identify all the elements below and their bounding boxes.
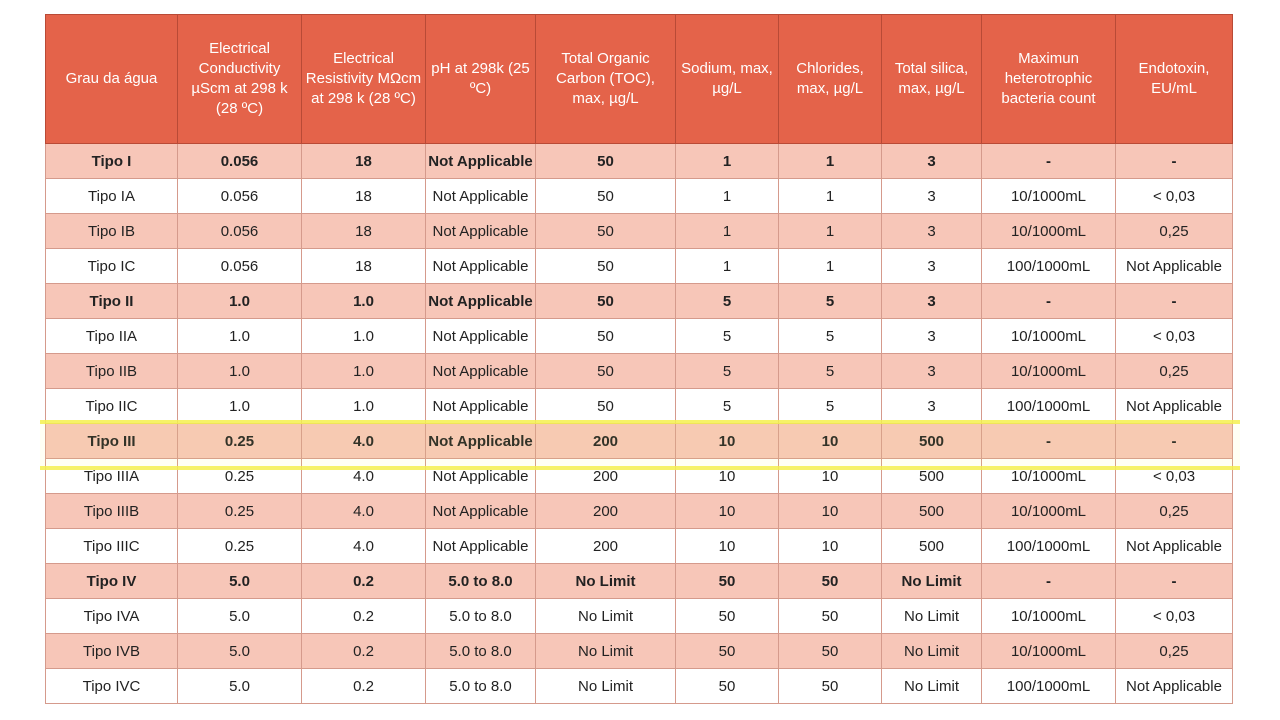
table-cell: 100/1000mL [982,249,1116,284]
table-row [46,284,1233,319]
table-cell: - [1116,424,1233,459]
table-cell: 0.056 [178,144,302,179]
table-cell: 50 [676,564,779,599]
header-cell: Total Organic Carbon (TOC), max, µg/L [536,15,676,144]
table-cell: - [982,424,1116,459]
header-cell: Endotoxin, EU/mL [1116,15,1233,144]
table-cell: 50 [536,389,676,424]
table-cell: 5 [676,319,779,354]
table-cell: Not Applicable [426,494,536,529]
table-row [46,179,1233,214]
table-cell: - [1116,564,1233,599]
table-cell: 5 [676,354,779,389]
table-cell: 0.25 [178,494,302,529]
table-cell: 50 [676,599,779,634]
table-cell: 1 [779,214,882,249]
table-cell: < 0,03 [1116,599,1233,634]
table-cell: 10/1000mL [982,319,1116,354]
table-cell: 500 [882,424,982,459]
table-cell: 5.0 to 8.0 [426,599,536,634]
table-cell: Not Applicable [1116,249,1233,284]
table-cell: 1.0 [302,389,426,424]
table-cell: 3 [882,249,982,284]
table-row [46,249,1233,284]
table-cell: 10/1000mL [982,599,1116,634]
table-cell: 1.0 [302,319,426,354]
table-cell: - [982,284,1116,319]
table-cell: 10 [676,529,779,564]
table-cell: 4.0 [302,529,426,564]
table-cell: 10/1000mL [982,459,1116,494]
table-cell: 5.0 to 8.0 [426,564,536,599]
table-cell: Tipo IVC [46,669,178,704]
table-cell: 1 [676,144,779,179]
table-cell: 1 [779,179,882,214]
table-cell: 10 [779,459,882,494]
table-cell: Not Applicable [1116,389,1233,424]
table-cell: 5 [779,284,882,319]
table-cell: No Limit [536,634,676,669]
table-row [46,214,1233,249]
table-cell: 3 [882,284,982,319]
table-cell: 200 [536,529,676,564]
table-cell: 0.25 [178,459,302,494]
header-cell: Chlorides, max, µg/L [779,15,882,144]
table-cell: - [1116,284,1233,319]
table-cell: - [1116,144,1233,179]
table-cell: Tipo IC [46,249,178,284]
table-cell: 0.2 [302,599,426,634]
table-row [46,424,1233,459]
table-cell: < 0,03 [1116,319,1233,354]
table-cell: 3 [882,179,982,214]
water-grade-table [45,14,1233,704]
table-cell: 100/1000mL [982,389,1116,424]
table-cell: Tipo IV [46,564,178,599]
table-cell: Not Applicable [426,249,536,284]
table-cell: No Limit [882,669,982,704]
table-cell: 1.0 [178,389,302,424]
table-cell: 3 [882,389,982,424]
table-cell: 5 [779,389,882,424]
table-body [46,144,1233,704]
table-cell: 0.25 [178,529,302,564]
table-cell: 4.0 [302,459,426,494]
table-cell: 0,25 [1116,214,1233,249]
table-cell: 50 [779,634,882,669]
table-cell: 1.0 [178,354,302,389]
table-cell: 5.0 [178,599,302,634]
table-cell: 50 [536,249,676,284]
table-cell: 10 [676,424,779,459]
table-cell: 1.0 [302,354,426,389]
table-cell: Not Applicable [1116,529,1233,564]
table-cell: 5 [779,319,882,354]
table-cell: 5 [676,389,779,424]
table-cell: No Limit [536,599,676,634]
table-cell: 200 [536,424,676,459]
table-cell: Tipo III [46,424,178,459]
table-cell: 0,25 [1116,634,1233,669]
table-cell: 3 [882,354,982,389]
table-cell: 18 [302,179,426,214]
table-cell: 10 [779,494,882,529]
table-cell: 500 [882,459,982,494]
header-row [46,15,1233,144]
table-cell: Not Applicable [426,424,536,459]
table-cell: 0,25 [1116,354,1233,389]
table-cell: Not Applicable [426,529,536,564]
table-cell: 100/1000mL [982,669,1116,704]
table-row [46,634,1233,669]
table-cell: 10 [676,494,779,529]
table-cell: 10/1000mL [982,634,1116,669]
table-cell: Tipo II [46,284,178,319]
table-cell: Not Applicable [1116,669,1233,704]
table-cell: 18 [302,249,426,284]
table-cell: 50 [779,564,882,599]
table-cell: 3 [882,319,982,354]
table-cell: 10 [779,529,882,564]
table-cell: < 0,03 [1116,459,1233,494]
table-cell: No Limit [882,564,982,599]
table-cell: 50 [536,319,676,354]
table-cell: 10/1000mL [982,214,1116,249]
table-cell: Tipo IVB [46,634,178,669]
table-cell: 1 [676,214,779,249]
header-cell: Electrical Resistivity MΩcm at 298 k (28 ºC) [302,15,426,144]
table-cell: No Limit [536,669,676,704]
table-cell: 50 [536,144,676,179]
table-cell: 10/1000mL [982,179,1116,214]
table-cell: Not Applicable [426,389,536,424]
table-cell: 500 [882,529,982,564]
table-cell: 100/1000mL [982,529,1116,564]
table-cell: 10/1000mL [982,354,1116,389]
table-cell: 0.2 [302,564,426,599]
table-cell: No Limit [882,634,982,669]
table-cell: 50 [676,669,779,704]
header-cell: Sodium, max, µg/L [676,15,779,144]
table-cell: 5 [779,354,882,389]
table-cell: 50 [536,354,676,389]
table-cell: 200 [536,459,676,494]
table-cell: 50 [779,599,882,634]
table-cell: 50 [536,179,676,214]
table-cell: Tipo IIIB [46,494,178,529]
table-cell: Tipo I [46,144,178,179]
table-cell: 500 [882,494,982,529]
table-row [46,529,1233,564]
table-cell: 0.2 [302,634,426,669]
table-cell: 1 [779,249,882,284]
table-cell: 0.25 [178,424,302,459]
table-cell: 1.0 [178,319,302,354]
table-cell: - [982,144,1116,179]
table-cell: 10 [779,424,882,459]
table-cell: No Limit [882,599,982,634]
table-cell: - [982,564,1116,599]
table-row [46,494,1233,529]
table-cell: 50 [779,669,882,704]
table-cell: Not Applicable [426,179,536,214]
table-cell: Tipo IIB [46,354,178,389]
table-cell: 5 [676,284,779,319]
table-row [46,599,1233,634]
table-cell: Not Applicable [426,144,536,179]
table-row [46,354,1233,389]
table-cell: 4.0 [302,424,426,459]
table-cell: 0,25 [1116,494,1233,529]
table-cell: 200 [536,494,676,529]
table-cell: Not Applicable [426,354,536,389]
table-cell: 50 [536,214,676,249]
table-row [46,669,1233,704]
table-cell: 3 [882,144,982,179]
table-cell: 0.056 [178,179,302,214]
table-cell: Not Applicable [426,214,536,249]
header-cell: Total silica, max, µg/L [882,15,982,144]
table-cell: 18 [302,214,426,249]
table-cell: 3 [882,214,982,249]
table-cell: 5.0 [178,564,302,599]
table-cell: Tipo IB [46,214,178,249]
table-cell: No Limit [536,564,676,599]
table-cell: 0.2 [302,669,426,704]
header-cell: Electrical Conductivity µScm at 298 k (28 ºC) [178,15,302,144]
table-cell: 10/1000mL [982,494,1116,529]
water-grade-table-container [45,14,1232,704]
table-row [46,459,1233,494]
table-cell: Tipo IIIA [46,459,178,494]
table-cell: 0.056 [178,249,302,284]
table-row [46,319,1233,354]
table-cell: Not Applicable [426,459,536,494]
table-cell: 1 [676,179,779,214]
table-cell: Tipo IIA [46,319,178,354]
table-cell: 5.0 to 8.0 [426,634,536,669]
table-cell: < 0,03 [1116,179,1233,214]
table-cell: 5.0 [178,669,302,704]
table-cell: 5.0 [178,634,302,669]
table-cell: 18 [302,144,426,179]
table-cell: 5.0 to 8.0 [426,669,536,704]
table-cell: Tipo IIIC [46,529,178,564]
table-row [46,389,1233,424]
table-cell: 50 [676,634,779,669]
table-cell: 50 [536,284,676,319]
table-cell: 10 [676,459,779,494]
table-cell: Tipo IA [46,179,178,214]
table-cell: Not Applicable [426,319,536,354]
table-cell: 1 [779,144,882,179]
table-cell: 1 [676,249,779,284]
table-cell: 4.0 [302,494,426,529]
header-cell: pH at 298k (25 ºC) [426,15,536,144]
table-cell: 1.0 [302,284,426,319]
table-cell: Not Applicable [426,284,536,319]
table-cell: 1.0 [178,284,302,319]
header-cell: Maximun heterotrophic bacteria count [982,15,1116,144]
header-cell: Grau da água [46,15,178,144]
table-cell: 0.056 [178,214,302,249]
table-cell: Tipo IIC [46,389,178,424]
table-row [46,564,1233,599]
table-row [46,144,1233,179]
table-cell: Tipo IVA [46,599,178,634]
